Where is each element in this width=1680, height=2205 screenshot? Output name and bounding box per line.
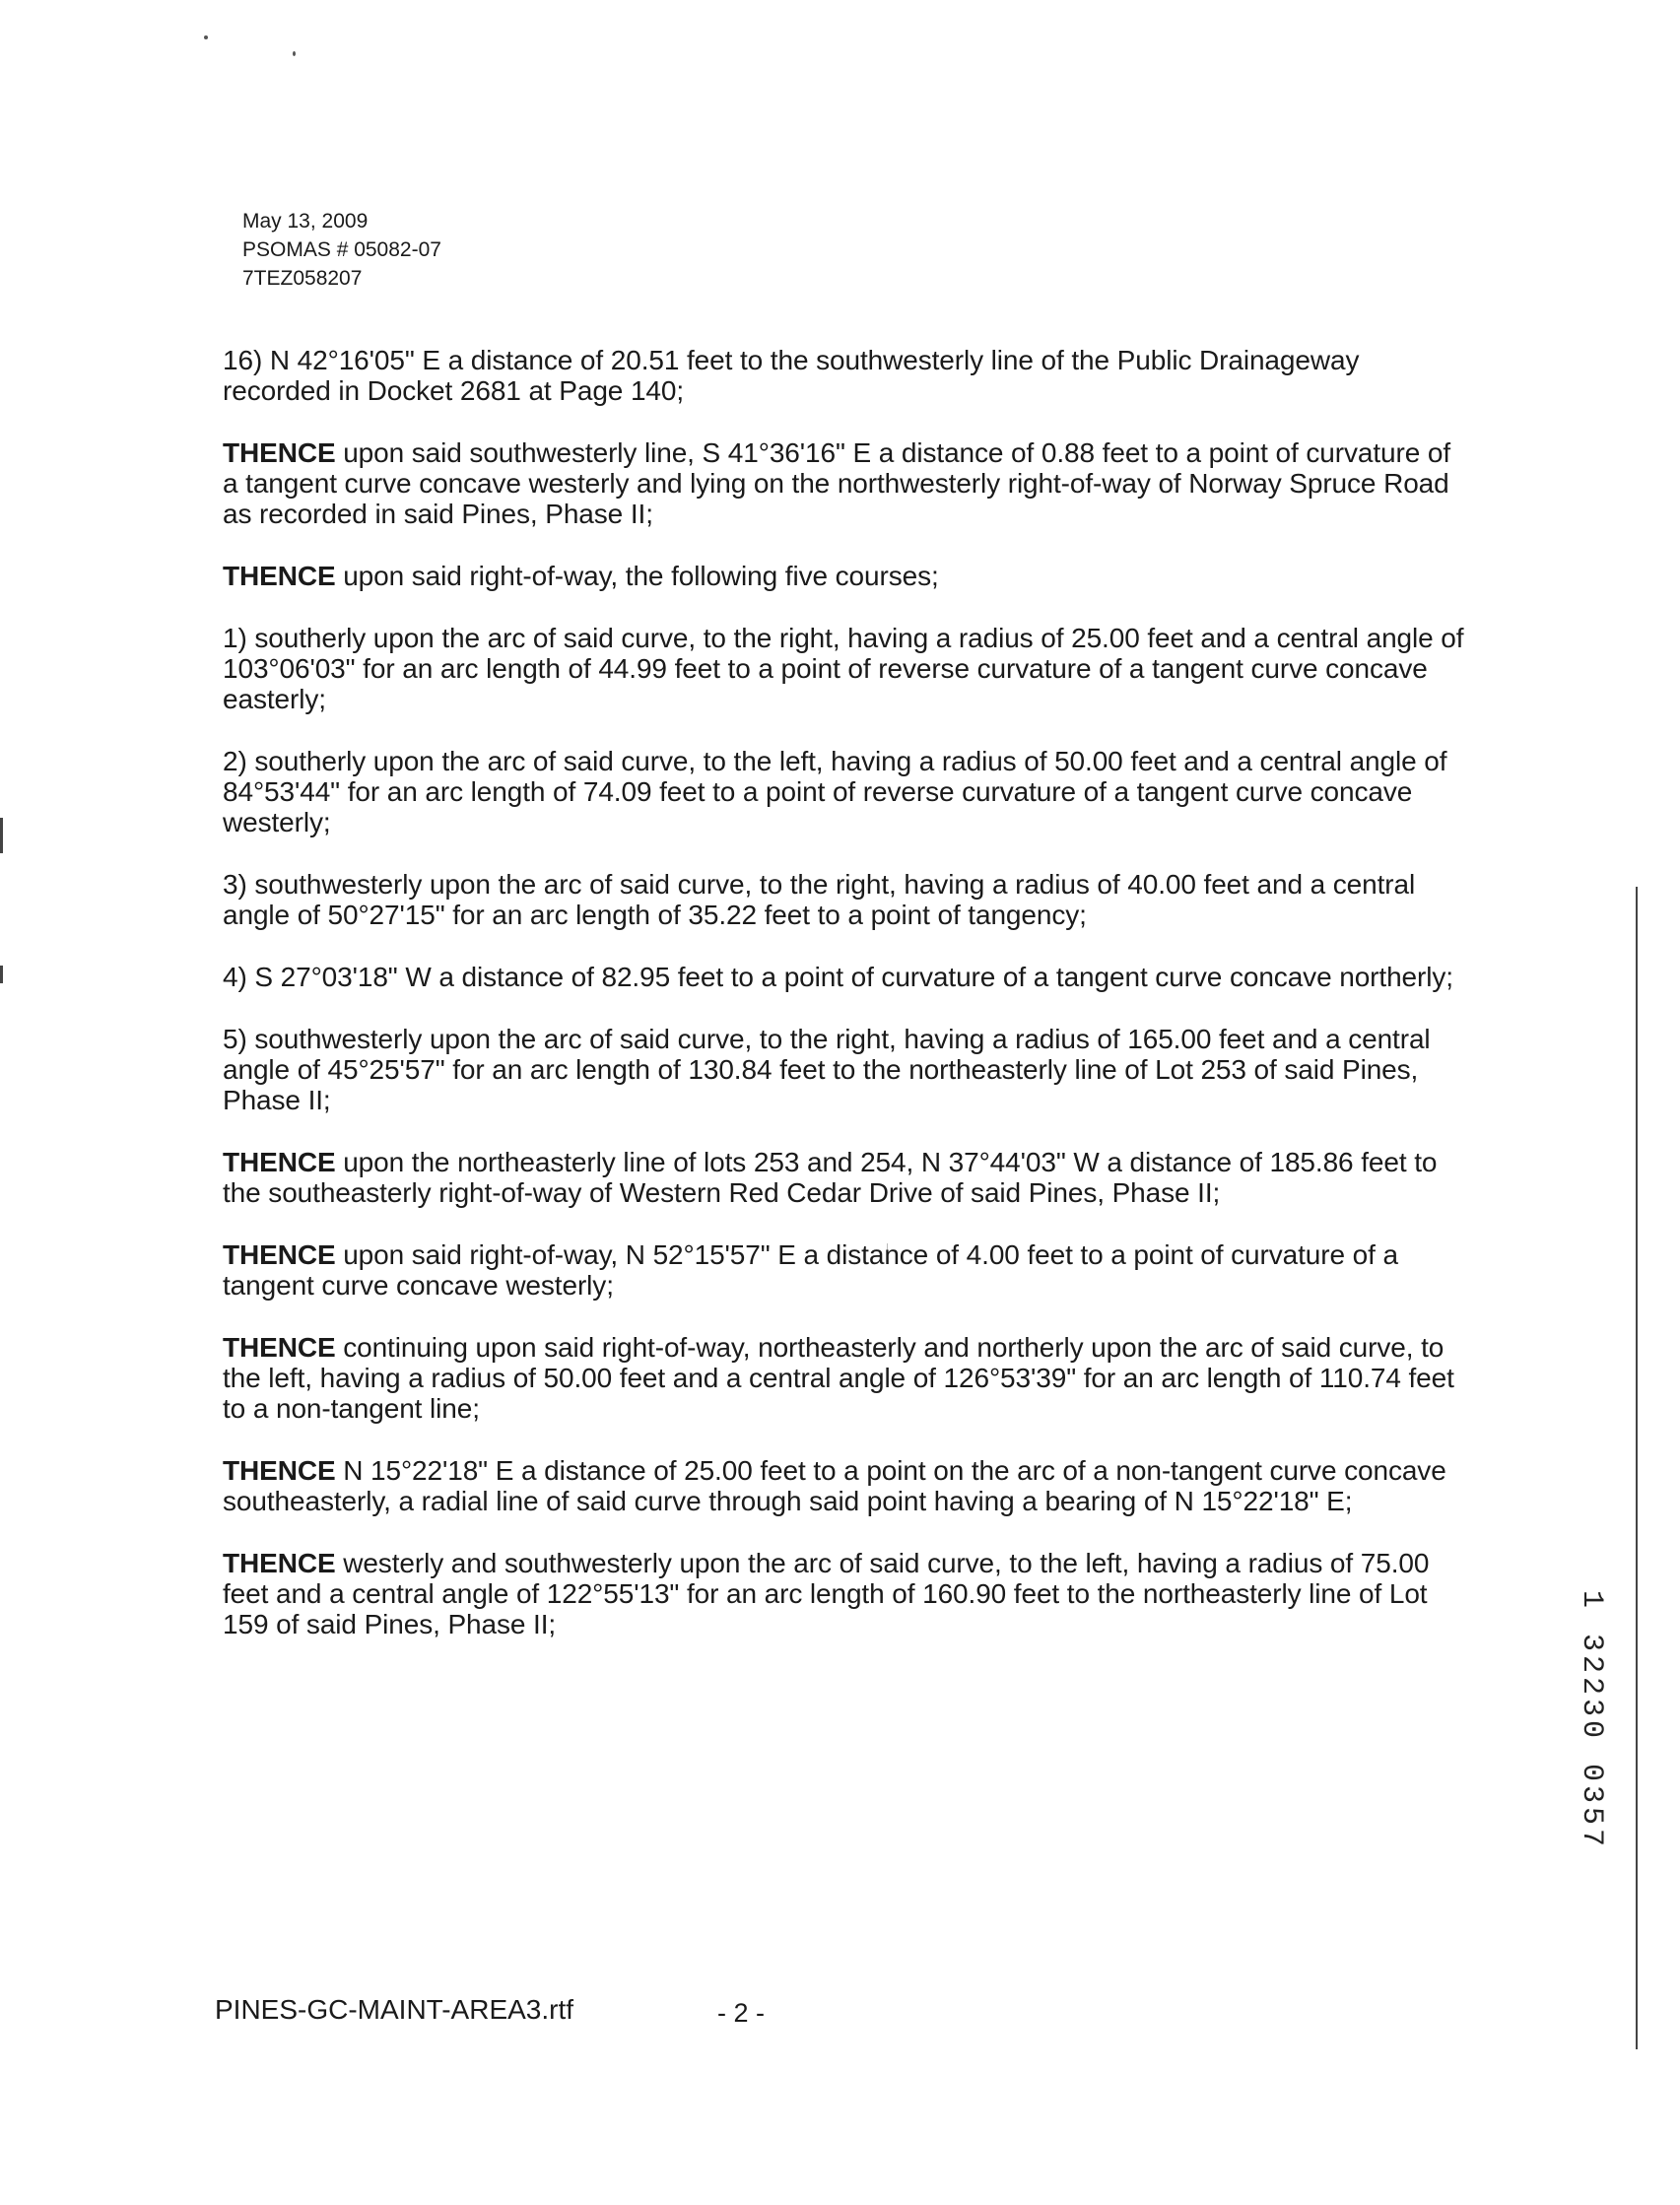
paragraph-thence-right-of-way <box>223 1239 1464 1301</box>
paragraph-text: upon said right-of-way, N 52°15'57" E a distance of 4.00 feet to a point of curvature of a tangent curve concave westerly; <box>223 1239 1398 1301</box>
paragraph-text: westerly and southwesterly upon the arc of said curve, to the left, having a radius of 75.00 feet and a central angle of 122°55'13" for an arc length of 160.90 feet to the northeasterly line of Lot 159 of said Pines, Phase II; <box>223 1548 1430 1639</box>
paragraph-text: 2) southerly upon the arc of said curve, to the left, having a radius of 50.00 feet and a central angle of 84°53'44" for an arc length of 74.09 feet to a point of reverse curvature of a tangent curve concave westerly; <box>223 746 1447 837</box>
paragraph-course-1 <box>223 623 1464 714</box>
paragraph-text: 1) southerly upon the arc of said curve, to the right, having a radius of 25.00 feet and a central angle of 103°06'03" for an arc length of 44.99 feet to a point of reverse curvature of a tangent curve concave easterly; <box>223 623 1464 714</box>
paragraph-text: upon the northeasterly line of lots 253 and 254, N 37°44'03" W a distance of 185.86 feet to the southeasterly right-of-way of Western Red Cedar Drive of said Pines, Phase II; <box>223 1147 1438 1208</box>
scan-edge-mark <box>0 966 3 983</box>
paragraph-course-2 <box>223 746 1464 837</box>
paragraph-text: upon said southwesterly line, S 41°36'16" E a distance of 0.88 feet to a point of curvature of a tangent curve concave westerly and lying on the northwesterly right-of-way of Norway Spruce Road as recorded in said Pines, Phase II; <box>223 437 1451 529</box>
document-header <box>242 207 441 293</box>
paragraph-course-4 <box>223 962 1464 992</box>
paragraph-text: continuing upon said right-of-way, northeasterly and northerly upon the arc of said curve, to the left, having a radius of 50.00 feet and a central angle of 126°53'39" for an arc length of 110.74 feet to a non-tangent line; <box>223 1332 1454 1424</box>
paragraph-course-3 <box>223 869 1464 930</box>
paragraph-thence-five-courses <box>223 561 1464 591</box>
paragraph-text: 5) southwesterly upon the arc of said curve, to the right, having a radius of 165.00 feet and a central angle of 45°25'57" for an arc length of 130.84 feet to the northeasterly line of Lot 253 of said Pines, Phase II; <box>223 1024 1431 1115</box>
header-psomas-number: PSOMAS # 05082-07 <box>242 238 441 261</box>
paragraph-keyword: THENCE <box>223 1147 336 1177</box>
paragraph-keyword: THENCE <box>223 1455 336 1486</box>
paragraph-keyword: THENCE <box>223 1239 336 1270</box>
recording-stamp <box>1575 1582 1608 1858</box>
paragraph-keyword: THENCE <box>223 1548 336 1578</box>
paragraph-keyword: THENCE <box>223 437 336 468</box>
paragraph-text: 4) S 27°03'18" W a distance of 82.95 feet to a point of curvature of a tangent curve concave northerly; <box>223 962 1453 992</box>
header-reference-code: 7TEZ058207 <box>242 267 363 290</box>
scan-speck <box>204 35 208 39</box>
paragraph-thence-continuing <box>223 1332 1464 1424</box>
recording-stamp-number: 1 32230 0357 <box>1575 1589 1608 1851</box>
paragraph-text: 3) southwesterly upon the arc of said curve, to the right, having a radius of 40.00 feet and a central angle of 50°27'15" for an arc length of 35.22 feet to a point of tangency; <box>223 869 1416 930</box>
legal-description-body <box>223 345 1464 1671</box>
scan-edge-rule <box>1636 887 1638 2049</box>
footer-filename: PINES-GC-MAINT-AREA3.rtf <box>215 1994 574 2025</box>
paragraph-thence-lots-253-254 <box>223 1147 1464 1208</box>
paragraph-keyword: THENCE <box>223 1332 336 1363</box>
paragraph-thence-southwesterly-line <box>223 437 1464 529</box>
scan-edge-mark <box>0 818 3 853</box>
paragraph-text: upon said right-of-way, the following five courses; <box>335 561 939 591</box>
paragraph-course-5 <box>223 1024 1464 1115</box>
paragraph-course-16 <box>223 345 1464 406</box>
paragraph-text: 16) N 42°16'05" E a distance of 20.51 feet to the southwesterly line of the Public Drainageway recorded in Docket 2681 at Page 140; <box>223 345 1360 406</box>
footer-page-number: - 2 - <box>717 1998 766 2028</box>
header-date: May 13, 2009 <box>242 210 369 233</box>
paragraph-keyword: THENCE <box>223 561 336 591</box>
paragraph-text: N 15°22'18" E a distance of 25.00 feet to a point on the arc of a non-tangent curve concave southeasterly, a radial line of said curve through said point having a bearing of N 15°22'18" E; <box>223 1455 1446 1516</box>
paragraph-thence-lot-159 <box>223 1548 1464 1639</box>
scan-speck <box>293 51 296 56</box>
paragraph-thence-radial-line <box>223 1455 1464 1516</box>
